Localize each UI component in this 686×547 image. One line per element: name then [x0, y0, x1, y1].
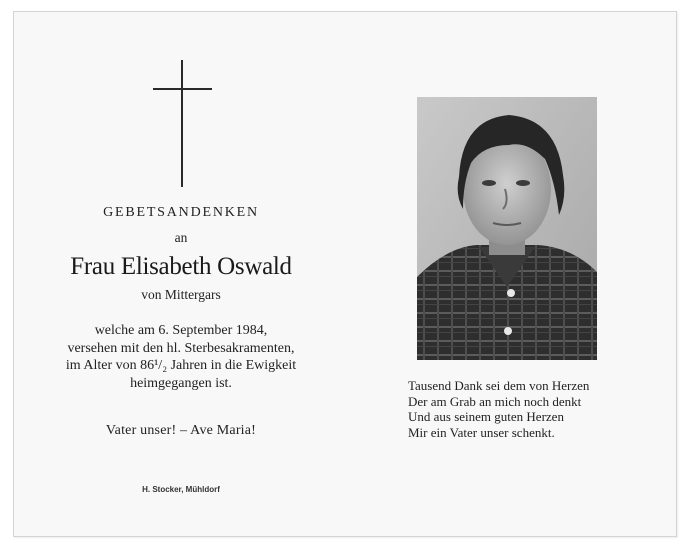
- death-notice-line: heimgegangen ist.: [130, 375, 232, 391]
- death-notice-text: [20, 322, 342, 392]
- death-notice-line: versehen mit den hl. Sterbesakramenten,: [67, 340, 295, 356]
- poem-line: Mir ein Vater unser schenkt.: [408, 424, 555, 440]
- cross-icon-bar: [153, 88, 212, 90]
- poem-line: Der am Grab an mich noch denkt: [408, 393, 582, 409]
- poem-line: Tausend Dank sei dem von Herzen: [408, 378, 590, 393]
- cross-icon: [181, 60, 183, 187]
- prayer-line: Vater unser! – Ave Maria!: [105, 423, 257, 438]
- deceased-origin: von Mittergars: [141, 287, 221, 302]
- card-heading: GEBETSANDENKEN: [103, 205, 259, 220]
- death-notice-line: im Alter von 86¹/₂ Jahren in die Ewigkeit: [65, 358, 297, 373]
- death-notice-line: welche am 6. September 1984,: [94, 323, 268, 338]
- deceased-name: Frau Elisabeth Oswald: [70, 253, 292, 280]
- dedication-word: an: [174, 230, 188, 245]
- poem-text: [408, 378, 589, 440]
- poem-line: Und aus seinem guten Herzen: [408, 409, 564, 424]
- printer-imprint: H. Stocker, Mühldorf: [142, 485, 220, 494]
- portrait-photo: [417, 97, 597, 360]
